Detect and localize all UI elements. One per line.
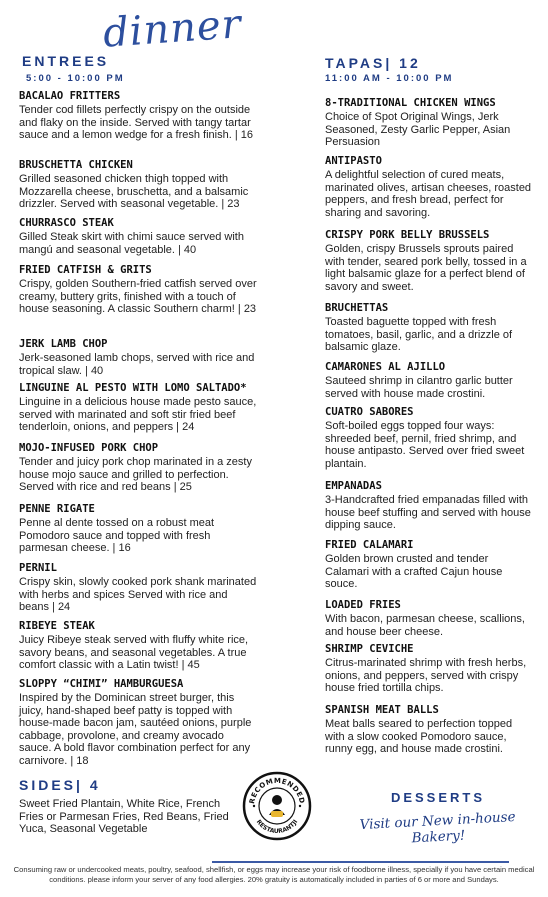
entrees-item xyxy=(19,382,259,434)
bakery-note: Visit our New in-house Bakery! xyxy=(359,808,516,847)
entrees-item-description: Tender cod fillets perfectly crispy on the outside and flaky on the inside. Served with tangy tartar sauce and a lemon wedge for a fresh finish. | 16 xyxy=(19,104,253,141)
tapas-item-name: CRISPY PORK BELLY BRUSSELS xyxy=(325,229,490,241)
entrees-item-name: CHURRASCO STEAK xyxy=(19,217,114,229)
tapas-item-name: CUATRO SABORES xyxy=(325,406,414,418)
tapas-item xyxy=(325,229,533,293)
badge-bottom-text: RESTAURANTJI xyxy=(254,818,300,836)
tapas-item-name: CAMARONES AL AJILLO xyxy=(325,361,446,373)
recommended-badge-icon xyxy=(242,771,312,841)
tapas-item xyxy=(325,302,533,354)
tapas-item-description: Meat balls seared to perfection topped with a slow cooked Pomodoro sauce, runny egg, and house made crostini. xyxy=(325,718,513,755)
tapas-item xyxy=(325,643,533,695)
sides-title: SIDES| 4 xyxy=(19,777,101,793)
allergy-disclaimer: Consuming raw or undercooked meats, poultry, seafood, shellfish, or eggs may increase your risk of foodborne illness, specially if you have certain medical conditions. please inform your server of any food allergies. 20% gratuity is automatically included in parties of 6 or more and Sundays. xyxy=(13,865,535,884)
tapas-item xyxy=(325,539,533,591)
entrees-item xyxy=(19,159,259,211)
entrees-title: ENTREES xyxy=(22,53,110,69)
tapas-item-description: Toasted baguette topped with fresh tomatoes, basil, garlic, and a drizzle of balsamic glaze. xyxy=(325,316,513,353)
entrees-item xyxy=(19,264,259,316)
entrees-item-description: Tender and juicy pork chop marinated in a zesty house mojo sauce and grilled to perfection. Served with rice and red beans | 25 xyxy=(19,456,252,493)
entrees-item-description: Crispy skin, slowly cooked pork shank marinated with herbs and spices Served with rice and beans | 24 xyxy=(19,576,257,613)
entrees-item-description: Gilled Steak skirt with chimi sauce served with mangú and seasonal vegetable. | 40 xyxy=(19,231,244,256)
entrees-item xyxy=(19,90,259,142)
tapas-item-name: BRUCHETTAS xyxy=(325,302,389,314)
entrees-item-description: Linguine in a delicious house made pesto sauce, served with marinated and soft stir fried beef tenderloin, onions, and peppers | 24 xyxy=(19,396,257,433)
entrees-item-name: FRIED CATFISH & GRITS xyxy=(19,264,152,276)
tapas-item-description: Golden brown crusted and tender Calamari with a crafted Cajun house souce. xyxy=(325,553,503,590)
entrees-item-description: Inspired by the Dominican street burger, this juicy, hand-shaped beef patty is topped with house-made bacon jam, sautéed onions, purple cabbage, provolone, and creamy avocado sauce. A bold flavor combination perfect for any carnivore. | 18 xyxy=(19,692,252,767)
entrees-item-name: JERK LAMB CHOP xyxy=(19,338,108,350)
tapas-item-description: Choice of Spot Original Wings, Jerk Seasoned, Zesty Garlic Pepper, Asian Persuasion xyxy=(325,111,511,148)
tapas-hours: 11:00 AM - 10:00 PM xyxy=(325,73,454,84)
sides-list: Sweet Fried Plantain, White Rice, French Fries or Parmesan Fries, Red Beans, Fried Yuca, Seasonal Vegetable xyxy=(19,798,229,835)
entrees-item xyxy=(19,562,259,614)
entrees-hours: 5:00 - 10:00 PM xyxy=(26,73,125,84)
tapas-item-name: SHRIMP CEVICHE xyxy=(325,643,414,655)
tapas-item-name: ANTIPASTO xyxy=(325,155,382,167)
tapas-item-description: Soft-boiled eggs topped four ways: shreeded beef, pernil, fried shrimp, and house antipasto. Served over fried sweet plantain. xyxy=(325,420,525,470)
tapas-item xyxy=(325,406,533,470)
tapas-item xyxy=(325,599,533,638)
tapas-item-name: 8-TRADITIONAL CHICKEN WINGS xyxy=(325,97,496,109)
badge-top-text: RECOMMENDED xyxy=(248,776,306,805)
tapas-title: TAPAS| 12 xyxy=(325,55,421,71)
tapas-item xyxy=(325,361,533,400)
tapas-item-description: 3-Handcrafted fried empanadas filled with house beef stuffing and served with house dipping sauce. xyxy=(325,494,531,531)
entrees-item-name: BACALAO FRITTERS xyxy=(19,90,121,102)
entrees-item-description: Crispy, golden Southern-fried catfish served over creamy, buttery grits, finished with a touch of house seasoning. A classic Southern charm! | 23 xyxy=(19,278,257,315)
entrees-item-name: PENNE RIGATE xyxy=(19,503,95,515)
entrees-item-name: LINGUINE AL PESTO WITH LOMO SALTADO* xyxy=(19,382,247,394)
entrees-item-name: MOJO-INFUSED PORK CHOP xyxy=(19,442,159,454)
entrees-item xyxy=(19,678,259,767)
entrees-item-description: Juicy Ribeye steak served with fluffy white rice, savory beans, and seasonal vegetables. A true comfort classic with a Latin twist! | 45 xyxy=(19,634,249,671)
tapas-item-description: Citrus-marinated shrimp with fresh herbs, onions, and peppers, served with crispy house fried tortilla chips. xyxy=(325,657,527,694)
entrees-item-description: Jerk-seasoned lamb chops, served with rice and tropical slaw. | 40 xyxy=(19,352,255,377)
sides-section xyxy=(19,777,234,836)
entrees-item xyxy=(19,442,259,494)
tapas-item xyxy=(325,97,533,149)
entrees-item-description: Penne al dente tossed on a robust meat Pomodoro sauce and topped with fresh parmesan cheese. | 16 xyxy=(19,517,215,554)
desserts-section xyxy=(338,790,538,845)
footer-divider xyxy=(212,861,509,863)
tapas-item-name: FRIED CALAMARI xyxy=(325,539,414,551)
tapas-item-description: A delightful selection of cured meats, marinated olives, artisan cheeses, roasted peppers, and fresh bread, perfect for sharing and savoring. xyxy=(325,169,532,219)
tapas-item xyxy=(325,155,533,219)
tapas-item xyxy=(325,704,533,756)
entrees-item xyxy=(19,217,259,256)
tapas-item-name: EMPANADAS xyxy=(325,480,382,492)
entrees-item-name: PERNIL xyxy=(19,562,57,574)
dinner-script-title: dinner xyxy=(101,1,244,57)
desserts-title: DESSERTS xyxy=(390,790,486,805)
entrees-item xyxy=(19,338,259,377)
tapas-item-name: LOADED FRIES xyxy=(325,599,401,611)
entrees-item xyxy=(19,503,259,555)
tapas-item-description: With bacon, parmesan cheese, scallions, and house beer cheese. xyxy=(325,613,525,638)
entrees-item xyxy=(19,620,259,672)
entrees-item-description: Grilled seasoned chicken thigh topped with Mozzarella cheese, bruschetta, and a balsamic drizzler. Served with seasonal vegetable. | 23 xyxy=(19,173,249,210)
tapas-item-description: Sauteed shrimp in cilantro garlic butter served with house made crostini. xyxy=(325,375,513,400)
tapas-item-description: Golden, crispy Brussels sprouts paired with tender, seared pork belly, tossed in a light balsamic glaze for a perfect blend of savory and sweet. xyxy=(325,243,527,293)
entrees-item-name: BRUSCHETTA CHICKEN xyxy=(19,159,133,171)
tapas-item xyxy=(325,480,533,532)
entrees-item-name: SLOPPY “CHIMI” HAMBURGUESA xyxy=(19,678,184,690)
entrees-item-name: RIBEYE STEAK xyxy=(19,620,95,632)
tapas-item-name: SPANISH MEAT BALLS xyxy=(325,704,439,716)
